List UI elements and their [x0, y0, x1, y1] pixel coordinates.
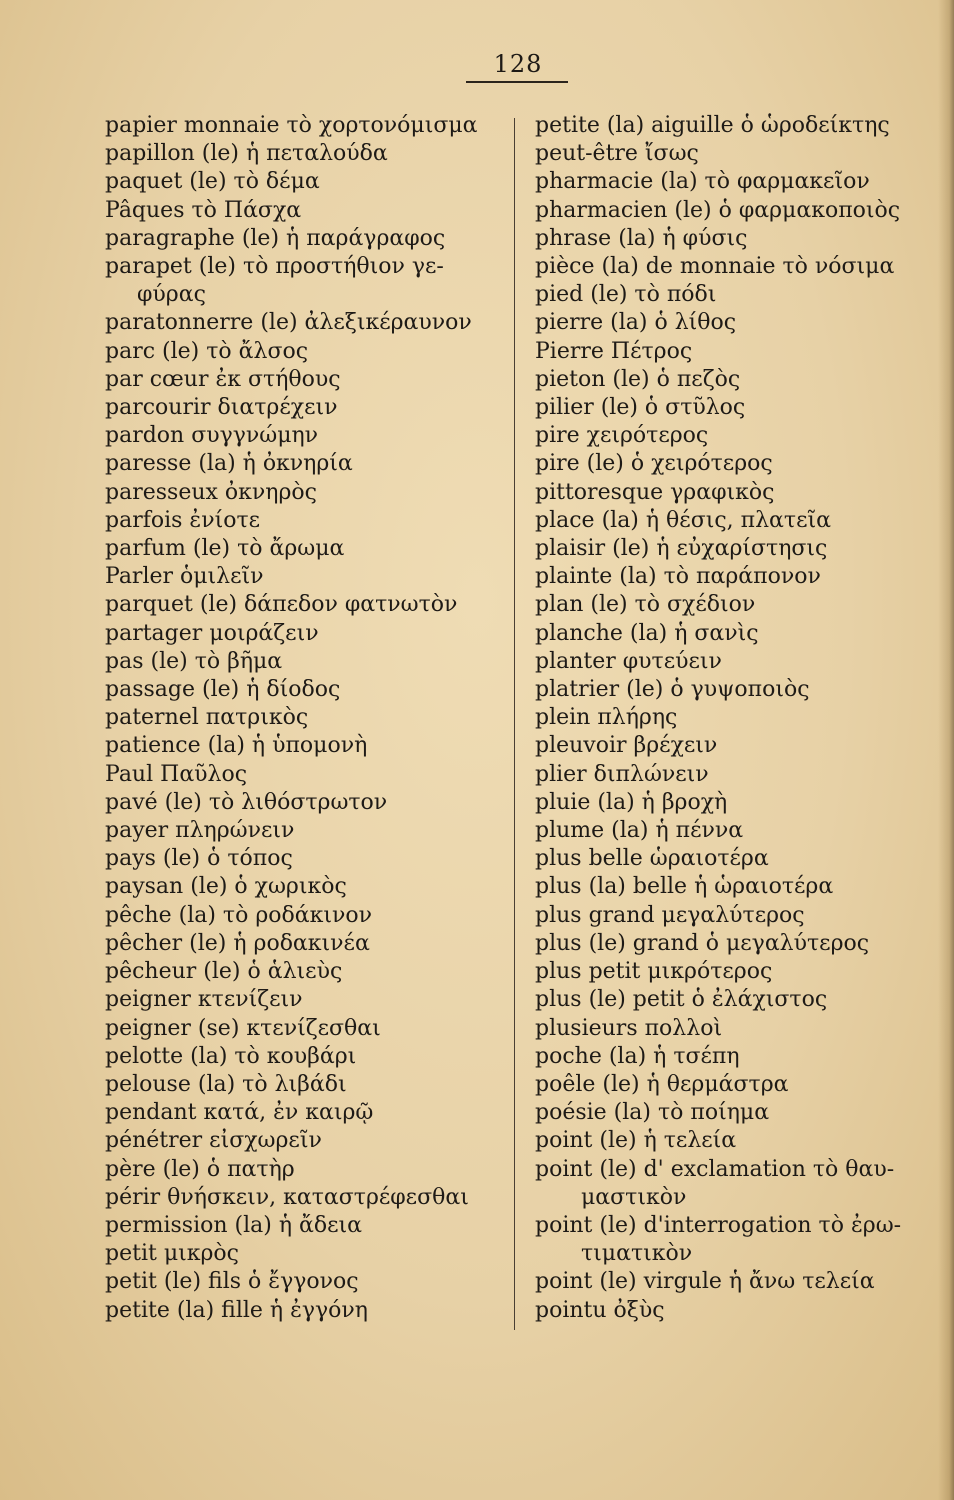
dictionary-entry: passage (le) ἡ δίοδος [105, 677, 341, 703]
dictionary-entry: poésie (la) τὸ ποίημα [535, 1100, 770, 1126]
dictionary-entry: plus (la) belle ἡ ὡραιοτέρα [535, 874, 834, 900]
dictionary-entry: papier monnaie τὸ χορτονόμισμα [105, 113, 478, 138]
dictionary-entry: pénétrer εἰσχωρεῖν [105, 1128, 322, 1154]
dictionary-entry: parc (le) τὸ ἄλσος [105, 338, 309, 364]
dictionary-entry: pêche (la) τὸ ροδάκινον [105, 902, 372, 928]
dictionary-entry: paragraphe (le) ἡ παράγραφος [105, 225, 446, 251]
dictionary-entry: peigner (se) κτενίζεσθαι [105, 1015, 381, 1041]
dictionary-entry: payer πληρώνειν [105, 818, 295, 844]
dictionary-entry: paquet (le) τὸ δέμα [105, 169, 320, 195]
dictionary-entry: plume (la) ἡ πέννα [535, 818, 744, 844]
dictionary-entry: pièce (la) de monnaie τὸ νόσιμα [535, 254, 895, 280]
dictionary-entry: plaisir (le) ἡ εὐχαρίστησις [535, 536, 828, 562]
dictionary-entry: patience (la) ἡ ὑπομονὴ [105, 733, 368, 759]
dictionary-entry-continuation: φύρας [137, 282, 206, 308]
dictionary-entry: petit μικρὸς [105, 1241, 239, 1267]
dictionary-entry: planter φυτεύειν [535, 648, 722, 674]
dictionary-entry: plus belle ὡραιοτέρα [535, 846, 769, 872]
dictionary-entry: Pâques τὸ Πάσχα [105, 197, 302, 223]
dictionary-entry: père (le) ὁ πατὴρ [105, 1156, 295, 1182]
dictionary-entry: point (le) virgule ἡ ἄνω τελεία [535, 1269, 875, 1295]
dictionary-entry: pluie (la) ἡ βροχὴ [535, 789, 728, 815]
dictionary-entry: permission (la) ἡ ἄδεια [105, 1212, 363, 1238]
dictionary-entry: pavé (le) τὸ λιθόστρωτον [105, 789, 388, 815]
dictionary-entry: partager μοιράζειν [105, 620, 319, 646]
dictionary-entry: place (la) ἡ θέσις, πλατεῖα [535, 507, 831, 533]
dictionary-entry: pas (le) τὸ βῆμα [105, 648, 283, 674]
dictionary-entry: pardon συγγνώμην [105, 423, 319, 449]
dictionary-entry: point (le) d'interrogation τὸ ἐρω- [535, 1212, 902, 1238]
dictionary-entry: paresseux ὀκνηρὸς [105, 479, 317, 505]
dictionary-entry: petite (la) fille ἡ ἐγγόνη [105, 1297, 368, 1323]
dictionary-entry: platrier (le) ὁ γυψοποιὸς [535, 677, 810, 703]
dictionary-entry: peut-être ἴσως [535, 141, 699, 167]
dictionary-entry: paysan (le) ὁ χωρικὸς [105, 874, 347, 900]
page-number: 128 [493, 50, 543, 78]
dictionary-entry: phrase (la) ἡ φύσις [535, 225, 748, 251]
dictionary-entry: pittoresque γραφικὸς [535, 479, 775, 505]
dictionary-entry: paternel πατρικὸς [105, 705, 309, 731]
dictionary-entry: pelouse (la) τὸ λιβάδι [105, 1071, 347, 1097]
dictionary-entry: paresse (la) ἡ ὀκνηρία [105, 451, 353, 477]
dictionary-entry: pays (le) ὁ τόπος [105, 846, 293, 872]
dictionary-entry: pieton (le) ὁ πεζὸς [535, 366, 741, 392]
dictionary-entry: poche (la) ἡ τσέπη [535, 1043, 740, 1069]
dictionary-entry: Paul Παῦλος [105, 761, 248, 787]
dictionary-entry: Parler ὁμιλεῖν [105, 564, 264, 590]
dictionary-entry: pilier (le) ὁ στῦλος [535, 395, 746, 421]
dictionary-entry: plein πλήρης [535, 705, 678, 731]
dictionary-entry: poêle (le) ἡ θερμάστρα [535, 1071, 789, 1097]
dictionary-entry: pied (le) τὸ πόδι [535, 282, 717, 308]
dictionary-entry: pleuvoir βρέχειν [535, 733, 718, 759]
dictionary-entry: pêcher (le) ἡ ροδακινέα [105, 930, 370, 956]
dictionary-entry-continuation: μαστικὸν [581, 1184, 687, 1210]
dictionary-entry: pire (le) ὁ χειρότερος [535, 451, 773, 477]
page-edge-shadow [938, 0, 954, 1500]
dictionary-entry: petit (le) fils ὁ ἔγγονος [105, 1269, 359, 1295]
dictionary-entry: pierre (la) ὁ λίθος [535, 310, 737, 336]
dictionary-entry: pelotte (la) τὸ κουβάρι [105, 1043, 357, 1069]
dictionary-entry: peigner κτενίζειν [105, 987, 303, 1013]
dictionary-entry: plus petit μικρότερος [535, 959, 773, 985]
dictionary-entry: pharmacie (la) τὸ φαρμακεῖον [535, 169, 870, 195]
dictionary-entry: par cœur ἐκ στήθους [105, 366, 341, 392]
dictionary-entry: Pierre Πέτρος [535, 338, 693, 364]
page-number-rule [466, 81, 568, 83]
dictionary-entry: plus (le) grand ὁ μεγαλύτερος [535, 930, 870, 956]
dictionary-entry: papillon (le) ἡ πεταλούδα [105, 141, 388, 167]
dictionary-entry: parfois ἐνίοτε [105, 507, 261, 533]
dictionary-entry: point (le) ἡ τελεία [535, 1128, 737, 1154]
dictionary-entry: parcourir διατρέχειν [105, 395, 338, 421]
dictionary-entry: pointu ὀξὺς [535, 1297, 665, 1323]
dictionary-entry: point (le) d' exclamation τὸ θαυ- [535, 1156, 895, 1182]
right-column [535, 112, 930, 1325]
dictionary-entry: pharmacien (le) ὁ φαρμακοποιὸς [535, 197, 901, 223]
dictionary-entry-continuation: τιματικὸν [581, 1241, 693, 1267]
dictionary-entry: parapet (le) τὸ προστήθιον γε- [105, 254, 444, 280]
dictionary-entry: pendant κατά, ἐν καιρῷ [105, 1100, 374, 1126]
column-divider [514, 118, 515, 1330]
dictionary-entry: parfum (le) τὸ ἄρωμα [105, 536, 345, 562]
dictionary-entry: paratonnerre (le) ἀλεξικέραυνον [105, 310, 472, 336]
dictionary-entry: pêcheur (le) ὁ ἁλιεὺς [105, 959, 343, 985]
dictionary-entry: plan (le) τὸ σχέδιον [535, 592, 756, 618]
left-column [105, 112, 505, 1325]
dictionary-entry: pire χειρότερος [535, 423, 709, 449]
dictionary-entry: périr θνήσκειν, καταστρέφεσθαι [105, 1184, 469, 1210]
dictionary-entry: plusieurs πολλοὶ [535, 1015, 723, 1041]
dictionary-entry: plainte (la) τὸ παράπονον [535, 564, 821, 590]
dictionary-entry: plus grand μεγαλύτερος [535, 902, 805, 928]
dictionary-entry: parquet (le) δάπεδον φατνωτὸν [105, 592, 458, 618]
dictionary-entry: plus (le) petit ὁ ἐλάχιστος [535, 987, 828, 1013]
dictionary-entry: plier διπλώνειν [535, 761, 709, 787]
dictionary-entry: petite (la) aiguille ὁ ὡροδείκτης [535, 113, 890, 138]
dictionary-entry: planche (la) ἡ σανὶς [535, 620, 759, 646]
